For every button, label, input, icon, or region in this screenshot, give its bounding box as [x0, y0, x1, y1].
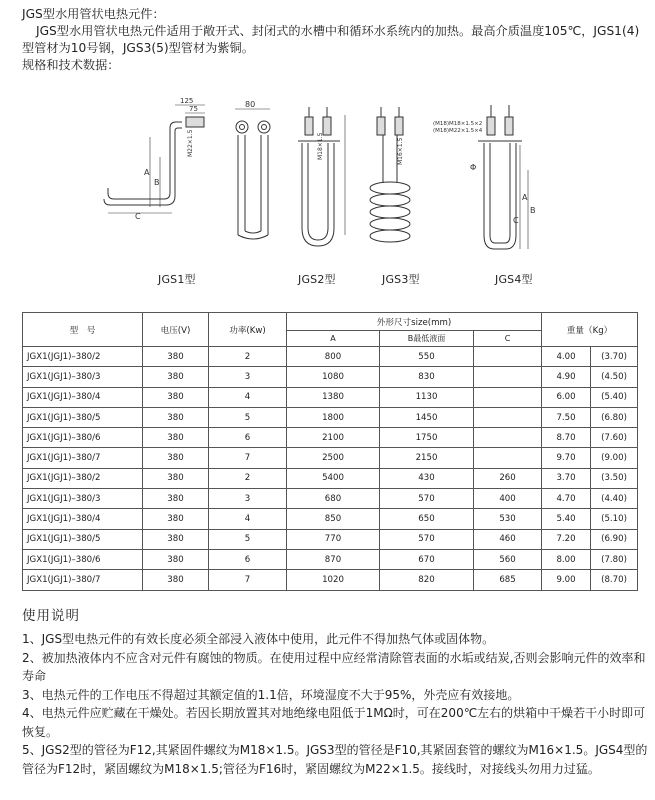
cell-model: JGX1(JGJ1)–380/3 [23, 489, 143, 509]
cell-c [474, 448, 542, 468]
cell-power: 2 [209, 468, 287, 488]
intro-description: JGS型水用管状电热元件适用于敞开式、封闭式的水槽中和循环水系统内的加热。最高介质温度105℃，JGS1(4)型管材为10号钢，JGS3(5)型管材为紫铜。 [22, 24, 640, 55]
cell-model: JGX1(JGJ1)–380/2 [23, 347, 143, 367]
jgs4-phi: Φ [470, 163, 477, 172]
usage-item: 3、电热元件的工作电压不得超过其额定值的1.1倍，环境湿度不大于95%，外壳应有效接地。 [22, 687, 520, 702]
cell-weight: 8.70 [542, 428, 591, 448]
heater-drawings [0, 95, 655, 300]
cell-model: JGX1(JGJ1)–380/4 [23, 509, 143, 529]
cell-voltage: 380 [143, 529, 209, 549]
cell-model: JGX1(JGJ1)–380/6 [23, 428, 143, 448]
cell-c: 460 [474, 529, 542, 549]
cell-weight-alt: (7.80) [591, 549, 638, 569]
cell-power: 3 [209, 489, 287, 509]
header-weight: 重量（Kg） [542, 313, 638, 347]
cell-b: 820 [380, 570, 474, 590]
cell-power: 5 [209, 407, 287, 427]
cell-weight: 9.70 [542, 448, 591, 468]
cell-b: 570 [380, 489, 474, 509]
cell-weight: 6.00 [542, 387, 591, 407]
table-row [23, 387, 638, 407]
cell-b: 570 [380, 529, 474, 549]
jgs2-drawing [298, 107, 345, 246]
cell-b: 430 [380, 468, 474, 488]
dim-80: 80 [245, 100, 256, 109]
jgs3-thread: M16×1.5 [397, 137, 404, 165]
cell-a: 1080 [287, 367, 380, 387]
table-row [23, 407, 638, 427]
cell-c: 400 [474, 489, 542, 509]
usage-item: 1、JGS型电热元件的有效长度必须全部浸入液体中使用，此元件不得加热气体或固体物。 [22, 632, 495, 646]
cell-weight: 4.00 [542, 347, 591, 367]
cell-weight: 7.20 [542, 529, 591, 549]
table-row [23, 367, 638, 387]
table-row [23, 549, 638, 569]
table-row [23, 570, 638, 590]
caption-jgs4: JGS4型 [495, 273, 533, 286]
cell-power: 2 [209, 347, 287, 367]
cell-power: 7 [209, 448, 287, 468]
cell-weight-alt: (4.40) [591, 489, 638, 509]
cell-voltage: 380 [143, 570, 209, 590]
header-size: 外形尺寸size(mm) [287, 313, 542, 331]
cell-model: JGX1(JGJ1)–380/7 [23, 448, 143, 468]
header-col-b: B最低液面 [380, 331, 474, 347]
cell-weight: 9.00 [542, 570, 591, 590]
jgs4-label-a: A [522, 193, 528, 202]
spec-table-body [23, 347, 638, 591]
heater-diagrams [0, 95, 655, 300]
cell-c: 685 [474, 570, 542, 590]
jgs3-drawing [370, 107, 410, 242]
cell-a: 800 [287, 347, 380, 367]
cell-b: 1130 [380, 387, 474, 407]
cell-power: 6 [209, 428, 287, 448]
table-row [23, 428, 638, 448]
cell-weight-alt: (7.60) [591, 428, 638, 448]
cell-a: 770 [287, 529, 380, 549]
cell-a: 850 [287, 509, 380, 529]
jgs4-thread-b: (M18)M22×1.5×4 [433, 128, 483, 134]
cell-weight: 8.00 [542, 549, 591, 569]
cell-voltage: 380 [143, 448, 209, 468]
cell-voltage: 380 [143, 549, 209, 569]
cell-weight-alt: (3.70) [591, 347, 638, 367]
cell-a: 680 [287, 489, 380, 509]
cell-weight-alt: (8.70) [591, 570, 638, 590]
cell-a: 2100 [287, 428, 380, 448]
header-voltage: 电压(V) [143, 313, 209, 347]
cell-weight: 5.40 [542, 509, 591, 529]
cell-a: 5400 [287, 468, 380, 488]
cell-power: 6 [209, 549, 287, 569]
usage-item: 5、JGS2型的管径为F12,其紧固件螺纹为M18×1.5。JGS3型的管径是F10,其紧固套管的螺纹为M16×1.5。JGS4型的管径为F12时，紧固螺纹为M18×1.5;管径为F16时，紧固螺纹为M22×1.5。接线时，对接线头勿用力过猛。 [22, 743, 648, 776]
cell-c: 560 [474, 549, 542, 569]
cell-weight-alt: (4.50) [591, 367, 638, 387]
header-col-a: A [287, 331, 380, 347]
jgs1-label-b: B [154, 178, 160, 187]
cell-voltage: 380 [143, 468, 209, 488]
cell-b: 1750 [380, 428, 474, 448]
jgs1-side-drawing [235, 100, 270, 239]
cell-a: 1800 [287, 407, 380, 427]
cell-c [474, 367, 542, 387]
cell-c [474, 428, 542, 448]
cell-c: 530 [474, 509, 542, 529]
cell-b: 1450 [380, 407, 474, 427]
cell-power: 3 [209, 367, 287, 387]
cell-a: 1380 [287, 387, 380, 407]
cell-b: 550 [380, 347, 474, 367]
cell-weight-alt: (6.80) [591, 407, 638, 427]
table-row [23, 489, 638, 509]
cell-model: JGX1(JGJ1)–380/3 [23, 367, 143, 387]
jgs1-drawing [104, 97, 205, 221]
usage-instructions [22, 630, 650, 778]
cell-c [474, 407, 542, 427]
usage-item: 2、被加热液体内不应含对元件有腐蚀的物质。在使用过程中应经常清除管表面的水垢或结炭,否则会影响元件的效率和寿命 [22, 650, 646, 683]
jgs1-thread: M22×1.5 [187, 129, 194, 157]
cell-weight-alt: (9.00) [591, 448, 638, 468]
cell-voltage: 380 [143, 387, 209, 407]
jgs1-label-a: A [144, 168, 150, 177]
caption-jgs2: JGS2型 [298, 273, 336, 286]
header-power: 功率(Kw) [209, 313, 287, 347]
caption-jgs1: JGS1型 [158, 273, 196, 286]
jgs4-thread-a: (M18)M18×1.5×2 [433, 121, 483, 127]
cell-weight: 4.90 [542, 367, 591, 387]
dim-125: 125 [180, 97, 194, 105]
header-col-c: C [474, 331, 542, 347]
cell-a: 870 [287, 549, 380, 569]
spec-label: 规格和技术数据： [22, 58, 120, 72]
cell-b: 650 [380, 509, 474, 529]
usage-item: 4、电热元件应贮藏在干燥处。若因长期放置其对地绝缘电阻低于1MΩ时，可在200℃左右的烘箱中干燥若干小时即可恢复。 [22, 706, 646, 739]
cell-b: 830 [380, 367, 474, 387]
dim-75: 75 [189, 105, 198, 113]
cell-voltage: 380 [143, 428, 209, 448]
cell-weight-alt: (6.90) [591, 529, 638, 549]
cell-model: JGX1(JGJ1)–380/6 [23, 549, 143, 569]
cell-weight: 4.70 [542, 489, 591, 509]
table-row [23, 529, 638, 549]
jgs1-label-c: C [135, 212, 141, 221]
cell-b: 2150 [380, 448, 474, 468]
cell-b: 670 [380, 549, 474, 569]
cell-voltage: 380 [143, 347, 209, 367]
cell-power: 4 [209, 509, 287, 529]
cell-c: 260 [474, 468, 542, 488]
usage-title: 使用说明 [22, 608, 80, 624]
cell-weight-alt: (5.40) [591, 387, 638, 407]
table-row [23, 347, 638, 367]
cell-voltage: 380 [143, 509, 209, 529]
intro-title: JGS型水用管状电热元件： [22, 7, 165, 21]
cell-power: 7 [209, 570, 287, 590]
cell-weight-alt: (5.10) [591, 509, 638, 529]
cell-model: JGX1(JGJ1)–380/4 [23, 387, 143, 407]
cell-c [474, 387, 542, 407]
cell-model: JGX1(JGJ1)–380/2 [23, 468, 143, 488]
table-row [23, 448, 638, 468]
jgs4-drawing [433, 105, 536, 249]
cell-a: 1020 [287, 570, 380, 590]
spec-table [22, 312, 638, 591]
caption-jgs3: JGS3型 [382, 273, 420, 286]
jgs4-label-c: C [513, 216, 519, 225]
header-model: 型 号 [23, 313, 143, 347]
cell-model: JGX1(JGJ1)–380/5 [23, 529, 143, 549]
cell-weight: 3.70 [542, 468, 591, 488]
cell-weight: 7.50 [542, 407, 591, 427]
cell-model: JGX1(JGJ1)–380/5 [23, 407, 143, 427]
jgs4-label-b: B [530, 206, 536, 215]
cell-c [474, 347, 542, 367]
cell-a: 2500 [287, 448, 380, 468]
cell-voltage: 380 [143, 367, 209, 387]
table-row [23, 468, 638, 488]
cell-model: JGX1(JGJ1)–380/7 [23, 570, 143, 590]
cell-voltage: 380 [143, 407, 209, 427]
cell-power: 4 [209, 387, 287, 407]
intro-section [22, 6, 642, 74]
table-row [23, 509, 638, 529]
cell-power: 5 [209, 529, 287, 549]
jgs2-thread-a: M18×1.5 [317, 132, 324, 160]
cell-voltage: 380 [143, 489, 209, 509]
cell-weight-alt: (3.50) [591, 468, 638, 488]
